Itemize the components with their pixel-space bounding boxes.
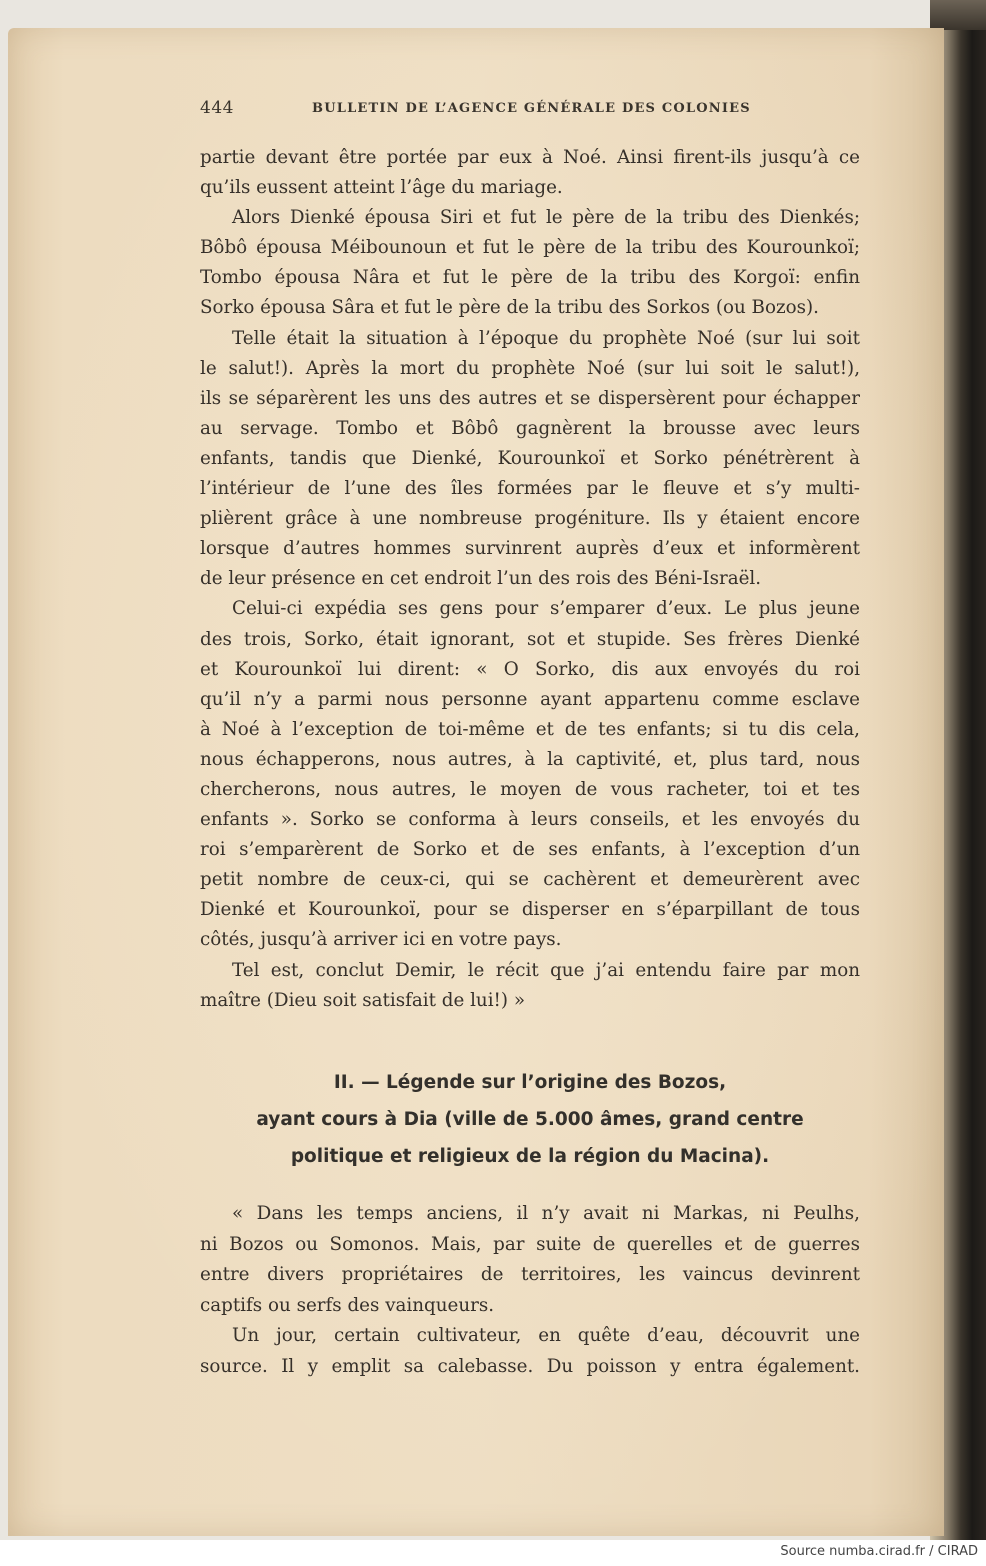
heading-line: politique et religieux de la région du Macina). xyxy=(290,1146,770,1167)
section-heading xyxy=(190,1064,870,1175)
text-line: à Noé à l’exception de toi-même et de tes enfants; si tu dis cela, xyxy=(200,718,860,740)
text-line: maître (Dieu soit satisfait de lui!) » xyxy=(200,989,526,1011)
heading-line: II. — Légende sur l’origine des Bozos, xyxy=(333,1072,727,1093)
text-line: qu’ils eussent atteint l’âge du mariage. xyxy=(200,177,563,199)
text-line: petit nombre de ceux-ci, qui se cachèrent et demeurèrent avec xyxy=(200,869,860,891)
book-corner xyxy=(930,0,986,30)
text-line: Sorko épousa Sâra et fut le père de la tribu des Sorkos (ou Bozos). xyxy=(200,297,819,319)
text-line: Dienké et Kourounkoï, pour se disperser en s’éparpillant de tous xyxy=(200,899,860,921)
text-line: roi s’emparèrent de Sorko et de ses enfants, à l’exception d’un xyxy=(200,839,860,861)
text-line: ni Bozos ou Somonos. Mais, par suite de querelles et de guerres xyxy=(200,1233,860,1255)
text-line: Un jour, certain cultivateur, en quête d’eau, découvrit une xyxy=(232,1325,860,1346)
text-line: chercherons, nous autres, le moyen de vous racheter, toi et tes xyxy=(200,778,860,800)
text-line: côtés, jusqu’à arriver ici en votre pays. xyxy=(200,929,562,951)
text-line: enfants, tandis que Dienké, Kourounkoï et Sorko pénétrèrent à xyxy=(200,447,860,469)
text-line: « Dans les temps anciens, il n’y avait ni Markas, ni Peulhs, xyxy=(232,1203,860,1224)
text-line: de leur présence en cet endroit l’un des rois des Béni-Israël. xyxy=(200,568,762,590)
text-line: Alors Dienké épousa Siri et fut le père de la tribu des Dienkés; xyxy=(232,207,860,229)
text-line: Tel est, conclut Demir, le récit que j’ai entendu faire par mon xyxy=(232,959,860,981)
text-line: enfants ». Sorko se conforma à leurs conseils, et les envoyés du xyxy=(200,809,860,831)
text-line: le salut!). Après la mort du prophète Noé (sur lui soit le salut!), xyxy=(200,357,860,379)
text-line: lorsque d’autres hommes survinrent auprès d’eux et informèrent xyxy=(200,538,860,560)
running-header xyxy=(200,98,860,124)
text-line: Telle était la situation à l’époque du prophète Noé (sur lui soit xyxy=(232,327,860,349)
text-line: Tombo épousa Nâra et fut le père de la tribu des Korgoï: enfin xyxy=(200,267,860,289)
text-line: l’intérieur de l’une des îles formées par le fleuve et s’y multi- xyxy=(200,478,860,500)
source-credit: Source numba.cirad.fr / CIRAD xyxy=(780,1544,978,1559)
text-line: plièrent grâce à une nombreuse progéniture. Ils y étaient encore xyxy=(200,508,860,530)
text-line: et Kourounkoï lui dirent: « O Sorko, dis aux envoyés du roi xyxy=(200,658,860,680)
text-line: ils se séparèrent les uns des autres et se dispersèrent pour échapper xyxy=(200,387,860,409)
text-line: nous échapperons, nous autres, à la captivité, et, plus tard, nous xyxy=(200,748,860,770)
text-line: qu’il n’y a parmi nous personne ayant appartenu comme esclave xyxy=(200,688,860,710)
text-line: Celui-ci expédia ses gens pour s’emparer d’eux. Le plus jeune xyxy=(232,598,860,620)
text-line: partie devant être portée par eux à Noé. Ainsi firent-ils jusqu’à ce xyxy=(200,147,860,168)
page-number: 444 xyxy=(200,98,234,118)
section-2-text xyxy=(200,1199,860,1382)
text-line: au servage. Tombo et Bôbô gagnèrent la brousse avec leurs xyxy=(200,417,860,439)
text-line: Bôbô épousa Méibounoun et fut le père de la tribu des Kourounkoï; xyxy=(200,237,860,259)
heading-line: ayant cours à Dia (ville de 5.000 âmes, grand centre xyxy=(256,1109,804,1130)
running-title: BULLETIN DE L’AGENCE GÉNÉRALE DES COLONIES xyxy=(312,101,751,116)
text-line: des trois, Sorko, était ignorant, sot et stupide. Ses frères Dienké xyxy=(200,628,860,650)
section-1-text xyxy=(200,143,860,1016)
text-line: source. Il y emplit sa calebasse. Du poisson y entra également. xyxy=(200,1355,860,1377)
text-line: captifs ou serfs des vainqueurs. xyxy=(200,1294,495,1316)
text-line: entre divers propriétaires de territoires, les vaincus devinrent xyxy=(200,1264,860,1285)
